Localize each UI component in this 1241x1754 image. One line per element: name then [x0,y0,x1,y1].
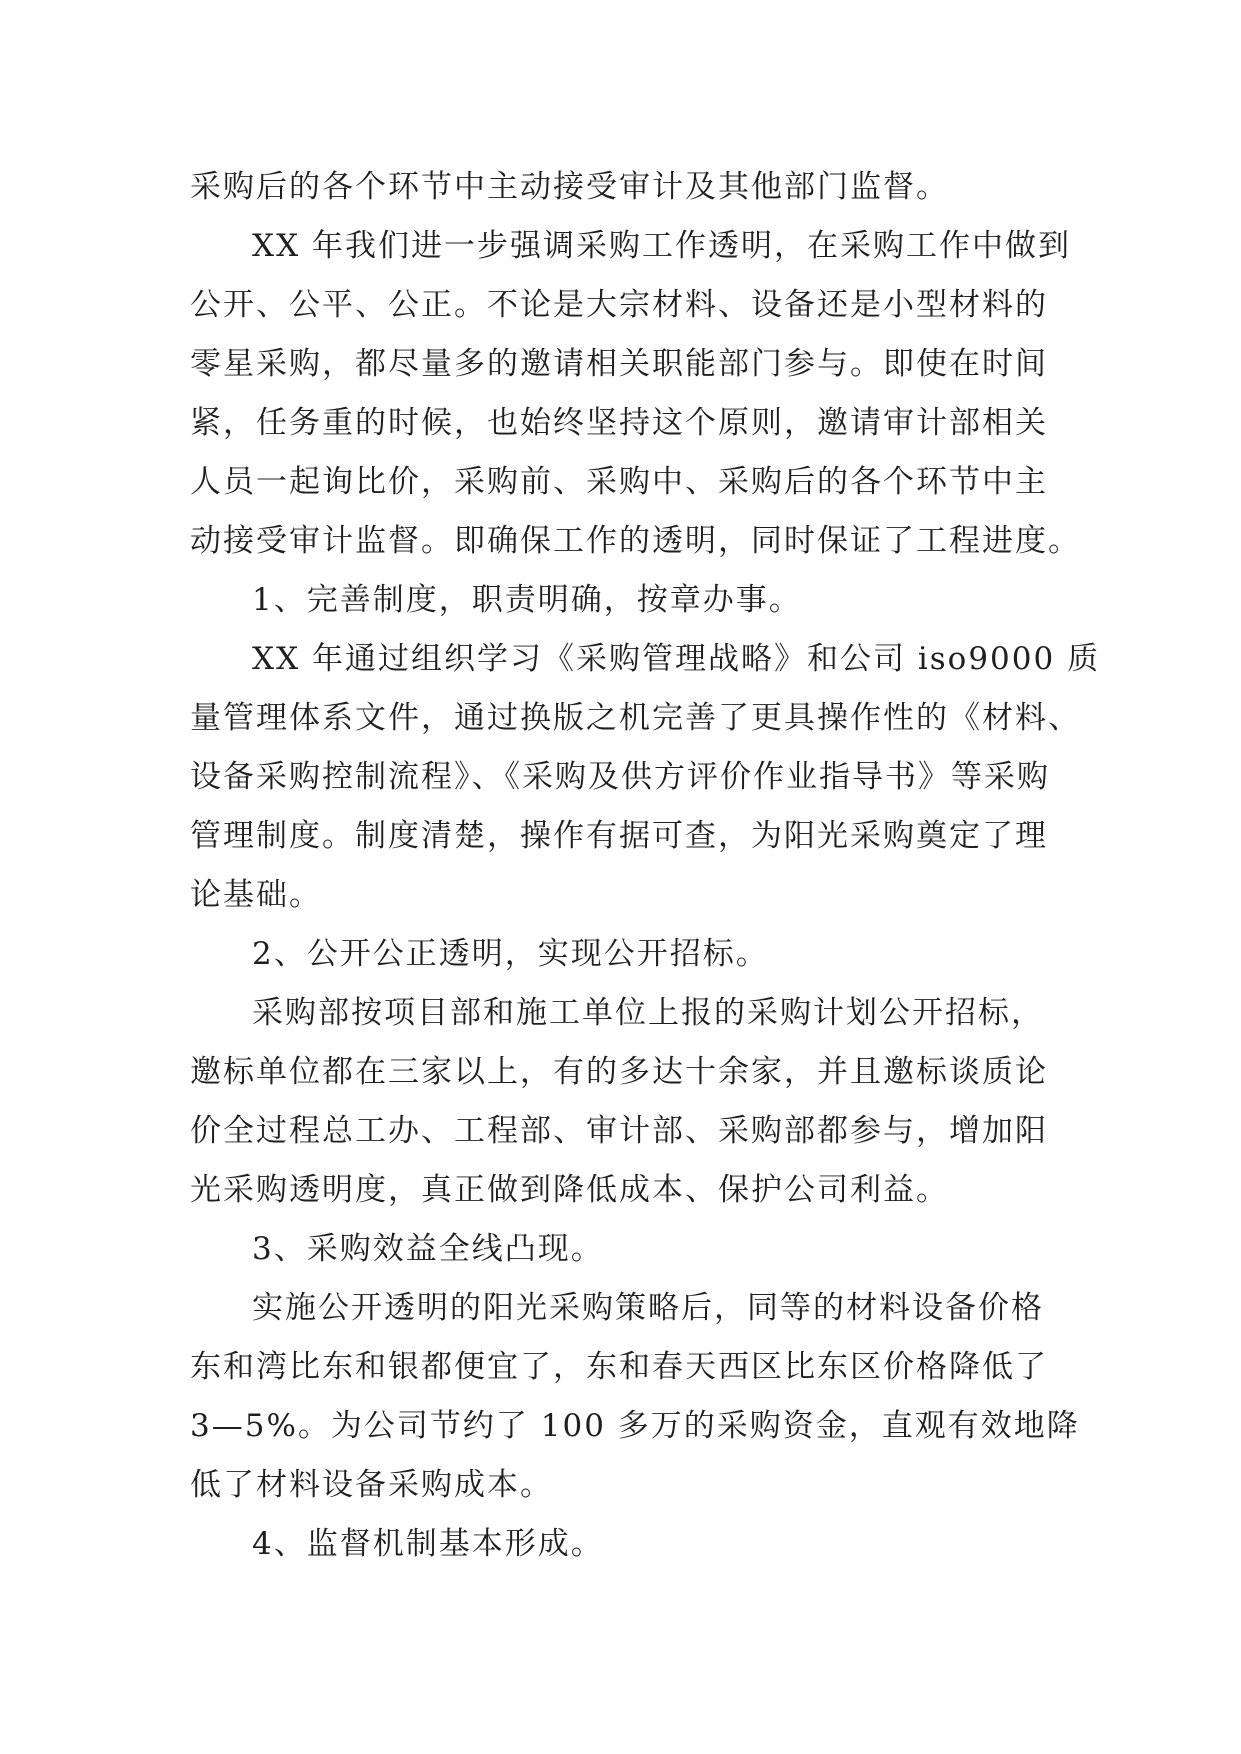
text-line: XX 年我们进一步强调采购工作透明，在采购工作中做到 [252,228,1071,264]
text-line: 零星采购，都尽量多的邀请相关职能部门参与。即使在时间 [190,346,1048,382]
text-line: 管理制度。制度清楚，操作有据可查，为阳光采购奠定了理 [190,818,1048,854]
text-line: 低了材料设备采购成本。 [190,1467,553,1503]
text-line: 采购后的各个环节中主动接受审计及其他部门监督。 [190,169,949,205]
text-line: 论基础。 [190,877,322,913]
text-line: 邀标单位都在三家以上，有的多达十余家，并且邀标谈质论 [190,1054,1048,1090]
text-line: 公开、公平、公正。不论是大宗材料、设备还是小型材料的 [190,287,1048,323]
text-line: 2、公开公正透明，实现公开招标。 [252,936,769,972]
text-line: 紧，任务重的时候，也始终坚持这个原则，邀请审计部相关 [190,405,1048,441]
text-line: 东和湾比东和银都便宜了，东和春天西区比东区价格降低了 [190,1349,1048,1385]
text-line: 采购部按项目部和施工单位上报的采购计划公开招标， [252,995,1044,1031]
text-line: 光采购透明度，真正做到降低成本、保护公司利益。 [190,1172,949,1208]
text-line: 设备采购控制流程》、《采购及供方评价作业指导书》等采购 [190,759,1050,795]
text-line: 3、采购效益全线凸现。 [252,1231,604,1267]
text-line: XX 年通过组织学习《采购管理战略》和公司 iso9000 质 [252,641,1101,677]
text-line: 1、完善制度，职责明确，按章办事。 [252,582,802,618]
text-line: 实施公开透明的阳光采购策略后，同等的材料设备价格 [252,1290,1044,1326]
text-line: 动接受审计监督。即确保工作的透明，同时保证了工程进度。 [190,523,1081,559]
document-body [190,158,1101,1574]
text-line: 3—5%。为公司节约了 100 多万的采购资金，直观有效地降 [190,1408,1080,1444]
text-line: 量管理体系文件，通过换版之机完善了更具操作性的《材料、 [190,700,1081,736]
text-line: 人员一起询比价，采购前、采购中、采购后的各个环节中主 [190,464,1048,500]
text-line: 4、监督机制基本形成。 [252,1526,604,1562]
text-line: 价全过程总工办、工程部、审计部、采购部都参与，增加阳 [190,1113,1048,1149]
